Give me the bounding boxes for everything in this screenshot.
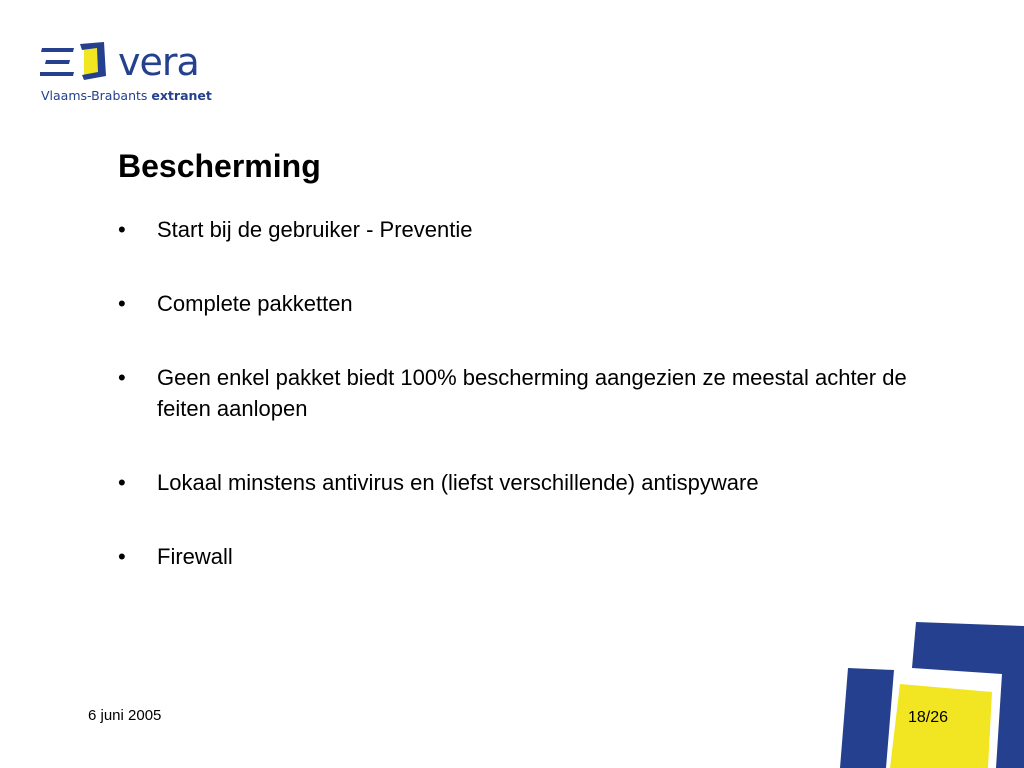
bullet-item: [118, 214, 948, 245]
bullet-text: Lokaal minstens antivirus en (liefst verschillende) antispyware: [157, 470, 759, 495]
bullet-text: Geen enkel pakket biedt 100% bescherming aangezien ze meestal achter de feiten aanlopen: [157, 365, 907, 421]
bullet-item: [118, 467, 948, 498]
bullet-text: Start bij de gebruiker - Preventie: [157, 217, 473, 242]
logo-subtitle-bold: extranet: [151, 88, 212, 103]
bullet-text: Firewall: [157, 544, 233, 569]
bullet-text: Complete pakketten: [157, 291, 353, 316]
bullet-dot: •: [118, 544, 126, 569]
slide-title: Bescherming: [118, 148, 321, 184]
logo-subtitle: [41, 88, 212, 104]
bullet-dot: •: [118, 217, 126, 242]
bullet-list: [118, 214, 948, 615]
bullet-dot: •: [118, 291, 126, 316]
page-number: 18/26: [908, 709, 949, 726]
vera-logo: [40, 42, 220, 108]
bullet-dot: •: [118, 470, 126, 495]
logo-subtitle-regular: Vlaams-Brabants: [41, 88, 152, 103]
vera-logo-mark-icon: [40, 42, 116, 84]
corner-decoration-icon: [820, 620, 1024, 768]
footer-date: 6 juni 2005: [88, 707, 162, 724]
bullet-dot: •: [118, 365, 126, 390]
bullet-item: [118, 288, 948, 319]
bullet-item: [118, 541, 948, 572]
logo-wordmark: vera: [118, 40, 199, 84]
bullet-item: [118, 362, 948, 424]
